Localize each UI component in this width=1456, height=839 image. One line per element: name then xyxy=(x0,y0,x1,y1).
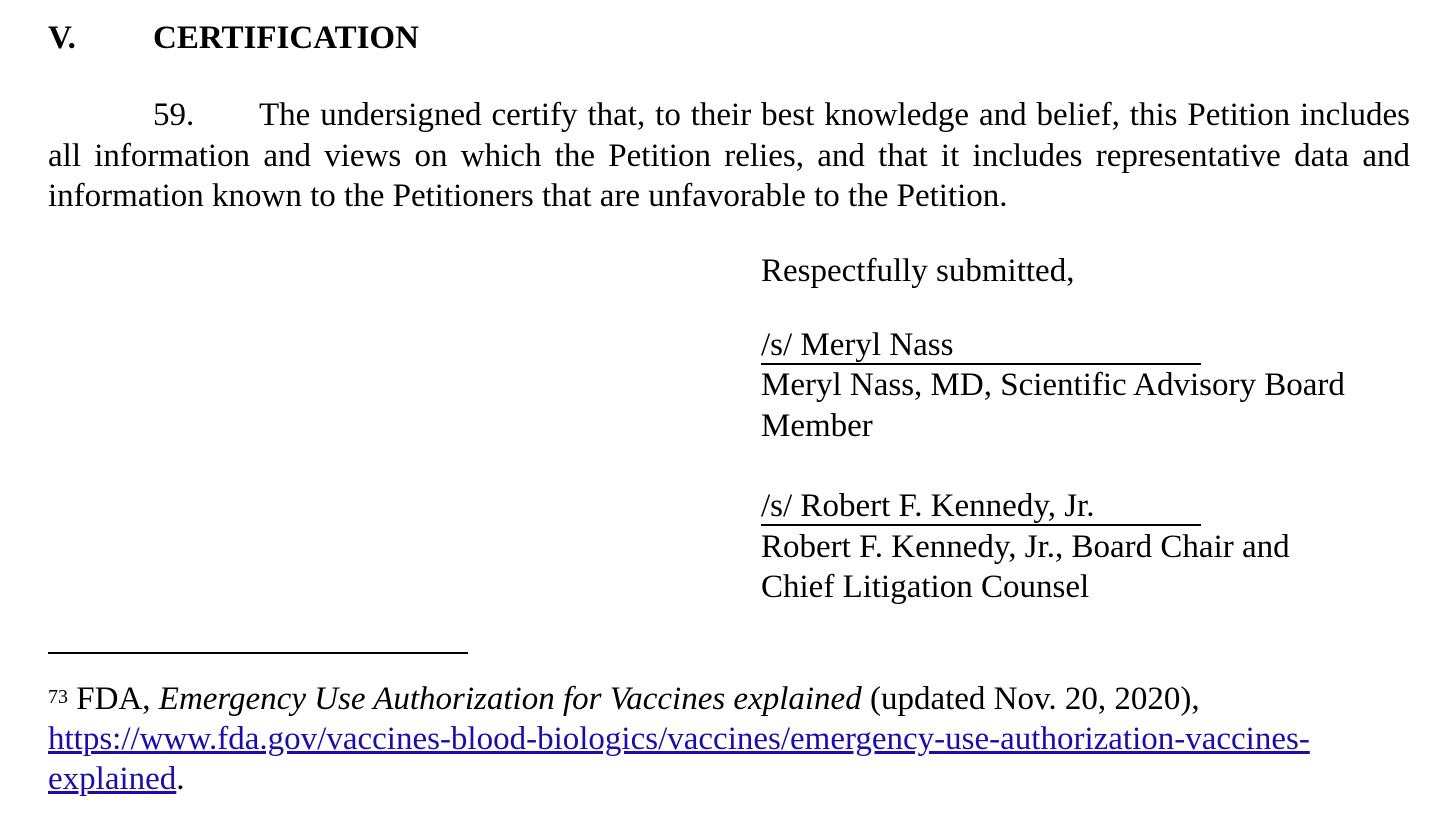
footnote-title: Emergency Use Authorization for Vaccines explained xyxy=(158,681,862,717)
signature-line: /s/ Robert F. Kennedy, Jr. xyxy=(761,488,1201,526)
signer-title: Member xyxy=(761,407,873,444)
footnote-source: FDA, xyxy=(76,681,151,717)
paragraph-text: The undersigned certify that, to their best knowledge and belief, this Petition includes all information and views on which the Petition relies, and that it includes representative data and information known to the Petitioners that are unfavorable to the Petition. xyxy=(48,97,1410,214)
footnote-period: . xyxy=(176,761,185,797)
signature-line: /s/ Meryl Nass xyxy=(761,327,1201,365)
footnote xyxy=(48,679,1418,799)
footnote-date: (updated Nov. 20, 2020), xyxy=(869,681,1200,717)
signer-name: Meryl Nass, MD, Scientific Advisory Board xyxy=(761,367,1345,403)
section-title: CERTIFICATION xyxy=(153,20,419,56)
signature-block xyxy=(761,251,1421,608)
footnote-marker: 73 xyxy=(48,686,68,708)
footnote-separator xyxy=(48,652,468,654)
footnote-link[interactable]: https://www.fda.gov/vaccines-blood-biologics/vaccines/emergency-use-authorization-vaccines- explained xyxy=(48,721,1310,797)
section-heading xyxy=(48,18,419,58)
section-number: V. xyxy=(48,20,76,56)
paragraph-number: 59. xyxy=(153,97,195,133)
signer-title: Chief Litigation Counsel xyxy=(761,569,1090,605)
signer-name: Robert F. Kennedy, Jr., Board Chair and xyxy=(761,528,1290,565)
closing-text: Respectfully submitted, xyxy=(761,253,1075,289)
certification-paragraph xyxy=(48,95,1410,217)
